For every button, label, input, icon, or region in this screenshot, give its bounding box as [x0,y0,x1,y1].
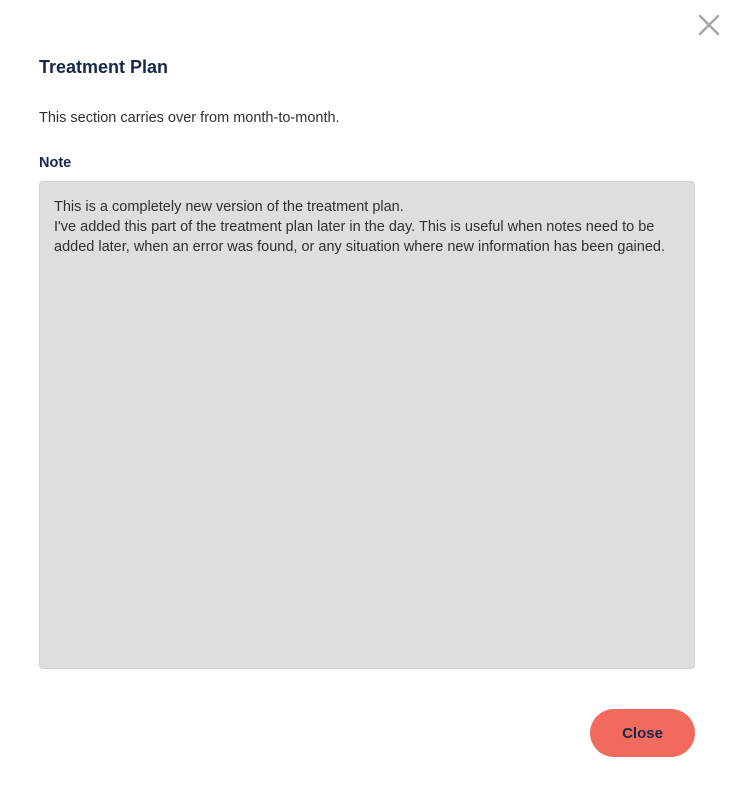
close-button[interactable]: Close [590,709,695,757]
modal-title: Treatment Plan [39,57,169,77]
note-line-1: This is a completely new version of the treatment plan. [54,199,404,215]
modal-subtitle: This section carries over from month-to-month. [39,110,340,126]
note-label: Note [39,155,72,171]
note-textarea[interactable] [39,181,695,669]
note-line-2: I've added this part of the treatment plan later in the day. This is useful when notes need to be added later, when an error was found, or any situation where new information has been gained. [54,219,665,255]
close-x-icon[interactable] [696,12,722,38]
